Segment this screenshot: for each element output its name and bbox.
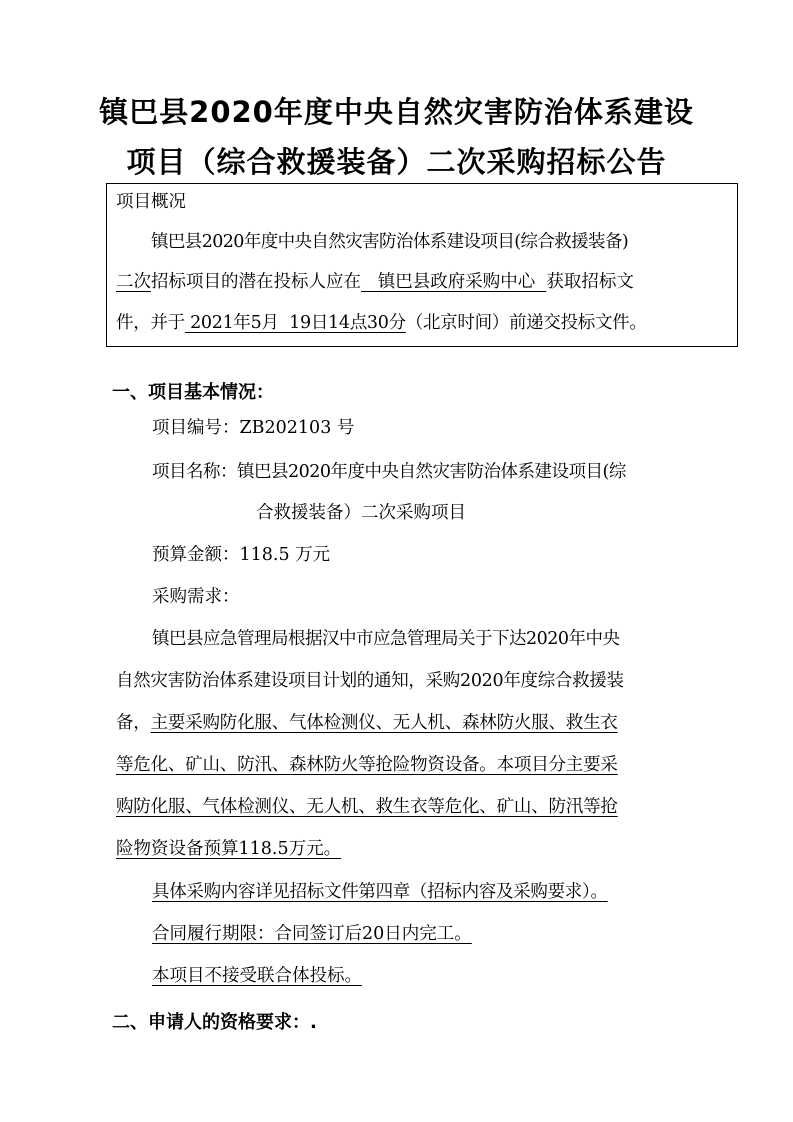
overview-line-1: 镇巴县2020年度中央自然灾害防治体系建设项目(综合救援装备) xyxy=(151,232,629,252)
budget-amount: 预算金额：118.5 万元 xyxy=(152,545,331,565)
section-2-heading: 二、申请人的资格要求：. xyxy=(112,1012,317,1033)
overview-line-3 xyxy=(116,315,647,333)
requirement-line-3-a: 备， xyxy=(116,713,151,733)
consortium-note: 本项目不接受联合体投标。 xyxy=(152,966,362,986)
title-line-2: 项目（综合救援装备）二次采购招标公告 xyxy=(126,145,667,179)
project-name-line-1: 项目名称：镇巴县2020年度中央自然灾害防治体系建设项目(综 xyxy=(152,462,626,482)
project-name-line-2: 合救援装备）二次采购项目 xyxy=(256,503,466,523)
procurement-detail: 具体采购内容详见招标文件第四章（招标内容及采购要求）。 xyxy=(152,882,608,902)
title-line-1: 镇巴县2020年度中央自然灾害防治体系建设 xyxy=(99,95,694,129)
section-1-heading: 一、项目基本情况： xyxy=(112,382,274,403)
requirement-line-4: 等危化、矿山、防汛、森林防火等抢险物资设备。本项目分主要采 xyxy=(116,755,618,775)
requirement-line-2: 自然灾害防治体系建设项目计划的通知，采购2020年度综合救援装 xyxy=(116,671,624,691)
project-number: 项目编号：ZB202103 号 xyxy=(152,418,355,438)
overview-line-2-a: 二次 xyxy=(116,272,151,292)
overview-line-3-c: （北京时间）前递交投标文件。 xyxy=(405,313,647,333)
overview-heading: 项目概况 xyxy=(116,192,186,212)
requirement-line-1: 镇巴县应急管理局根据汉中市应急管理局关于下达2020年中央 xyxy=(152,629,620,649)
overview-line-2-b: 招标项目的潜在投标人应在 xyxy=(151,272,361,292)
requirement-line-3 xyxy=(116,715,618,733)
overview-line-3-a: 件，并于 xyxy=(116,313,185,333)
overview-deadline: 2021年5月 19日14点30分 xyxy=(184,313,406,333)
requirement-label: 采购需求： xyxy=(152,587,240,607)
requirement-line-6: 险物资设备预算118.5万元。 xyxy=(116,839,342,859)
contract-period: 合同履行期限：合同签订后20日内完工。 xyxy=(152,924,472,944)
overview-line-2 xyxy=(116,274,634,292)
overview-acquisition-place: 镇巴县政府采购中心 xyxy=(361,272,547,292)
requirement-line-3-b: 主要采购防化服、气体检测仪、无人机、森林防火服、救生衣 xyxy=(150,713,618,733)
overview-line-2-d: 获取招标文 xyxy=(546,272,634,292)
requirement-line-5: 购防化服、气体检测仪、无人机、救生衣等危化、矿山、防汛等抢 xyxy=(116,797,618,817)
